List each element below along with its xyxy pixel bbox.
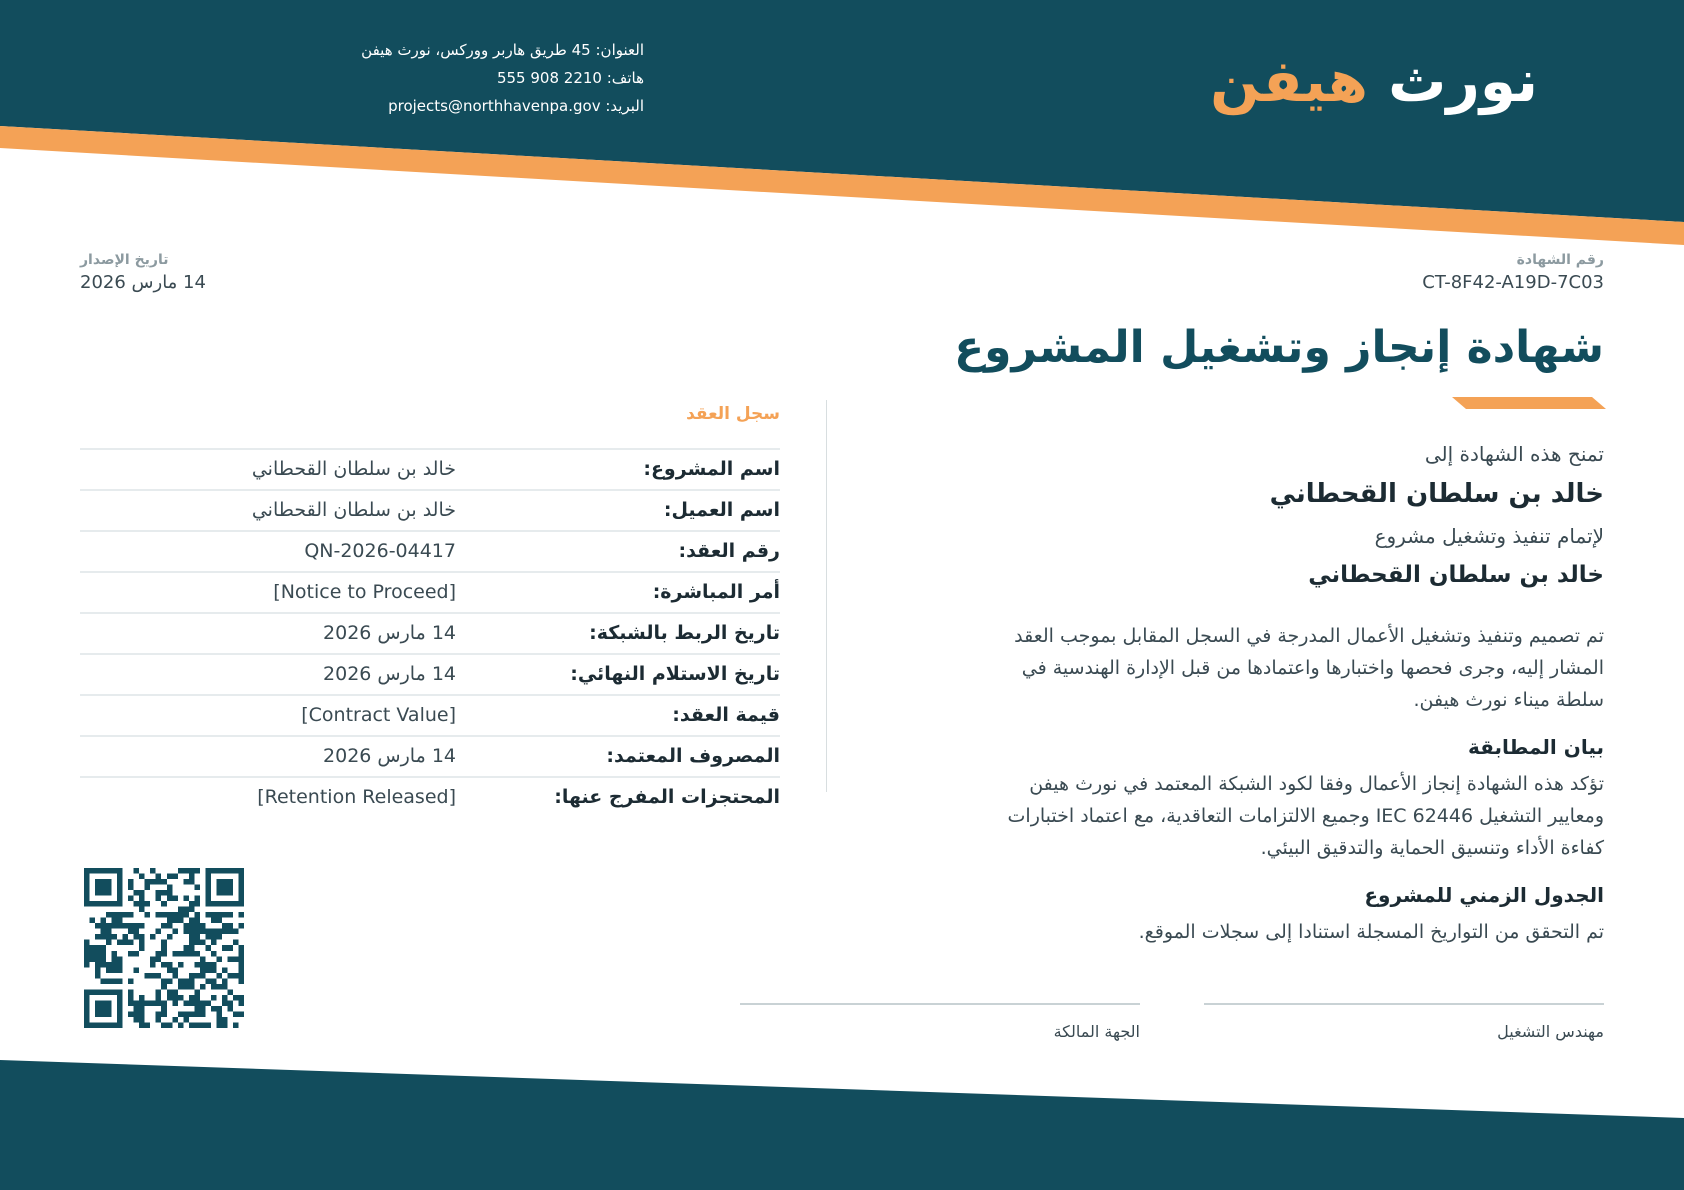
issue-date: 14 مارس 2026 — [80, 272, 206, 293]
register-value: 14 مارس 2026 — [323, 663, 456, 685]
register-value: QN-2026-04417 — [304, 540, 456, 562]
register-row — [80, 776, 780, 817]
qr-code-icon — [84, 868, 244, 1028]
register-value: [Contract Value] — [301, 704, 456, 726]
register-row — [80, 571, 780, 612]
owner-signature-label: الجهة المالكة — [1053, 1022, 1140, 1041]
engineer-signature-line — [1204, 1003, 1604, 1005]
qr-code-graphic — [84, 868, 244, 1028]
contract-register — [80, 448, 780, 817]
engineer-signature-label: مهندس التشغيل — [1497, 1022, 1604, 1041]
register-row — [80, 653, 780, 694]
recipient-name: خالد بن سلطان القحطاني — [1269, 479, 1604, 509]
compliance-heading: بيان المطابقة — [1467, 735, 1604, 759]
register-label: أمر المباشرة: — [652, 581, 780, 603]
register-title: سجل العقد — [686, 404, 780, 424]
statement-paragraph: تم تصميم وتنفيذ وتشغيل الأعمال المدرجة في السجل المقابل بموجب العقد المشار إليه، وجرى فحصها واختبارها واعتمادها من قبل الإدارة الهندسية في سلطة ميناء نورث هيفن. — [1014, 625, 1604, 711]
column-divider — [826, 400, 827, 792]
register-row — [80, 694, 780, 735]
certificate-number: CT-8F42-A19D-7C03 — [1422, 272, 1604, 293]
for-completion-text: لإتمام تنفيذ وتشغيل مشروع — [1374, 524, 1604, 548]
register-value: [Retention Released] — [257, 786, 456, 808]
contact-phone: هاتف: 2210 908 555 — [496, 69, 644, 87]
register-label: تاريخ الربط بالشبكة: — [589, 622, 780, 644]
register-value: [Notice to Proceed] — [273, 581, 456, 603]
logo-word-1: نورث — [1388, 47, 1538, 115]
schedule-paragraph: تم التحقق من التواريخ المسجلة استنادا إلى سجلات الموقع. — [1138, 921, 1604, 943]
register-label: اسم المشروع: — [643, 458, 780, 480]
register-value: 14 مارس 2026 — [323, 622, 456, 644]
register-label: اسم العميل: — [663, 499, 780, 521]
certificate-number-label: رقم الشهادة — [1516, 252, 1604, 268]
contact-address: العنوان: 45 طريق هاربر ووركس، نورث هيفن — [361, 41, 644, 59]
project-name: خالد بن سلطان القحطاني — [1308, 562, 1604, 588]
granted-to-text: تمنح هذه الشهادة إلى — [1424, 442, 1604, 466]
register-label: رقم العقد: — [678, 540, 780, 562]
issue-date-label: تاريخ الإصدار — [80, 252, 169, 268]
register-label: تاريخ الاستلام النهائي: — [570, 663, 780, 685]
owner-signature-line — [740, 1003, 1140, 1005]
schedule-heading: الجدول الزمني للمشروع — [1364, 883, 1604, 907]
register-value: خالد بن سلطان القحطاني — [251, 499, 456, 521]
certificate-number-block — [1422, 252, 1604, 293]
register-row — [80, 530, 780, 571]
footer-band — [0, 1060, 1684, 1190]
certificate-body — [1004, 438, 1604, 948]
title-underline-accent — [1452, 397, 1606, 409]
contact-block — [361, 36, 644, 120]
contact-email: البريد: projects@northhavenpa.gov — [388, 97, 644, 115]
compliance-paragraph: تؤكد هذه الشهادة إنجاز الأعمال وفقا لكود الشبكة المعتمد في نورث هيفن ومعايير التشغيل IEC 62446 وجميع الالتزامات التعاقدية، مع اعتماد اختبارات كفاءة الأداء وتنسيق الحماية والتدقيق البيئي. — [1007, 773, 1604, 859]
register-row — [80, 448, 780, 489]
register-label: قيمة العقد: — [672, 704, 780, 726]
logo-word-2: هيفن — [1210, 47, 1368, 115]
logo — [1210, 47, 1538, 115]
register-row — [80, 489, 780, 530]
certificate-title: شهادة إنجاز وتشغيل المشروع — [954, 322, 1604, 373]
register-row — [80, 612, 780, 653]
register-row — [80, 735, 780, 776]
register-value: خالد بن سلطان القحطاني — [251, 458, 456, 480]
register-label: المصروف المعتمد: — [606, 745, 780, 767]
register-label: المحتجزات المفرج عنها: — [554, 786, 780, 808]
register-value: 14 مارس 2026 — [323, 745, 456, 767]
issue-date-block — [80, 252, 206, 293]
